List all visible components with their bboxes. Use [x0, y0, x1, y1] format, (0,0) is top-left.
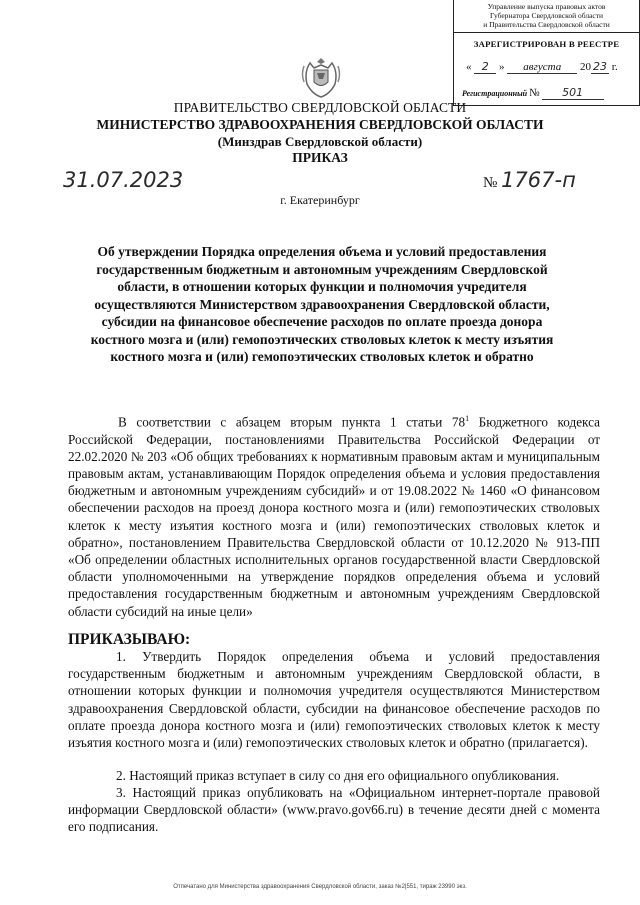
order-item: 1. Утвердить Порядок определения объема и условий предоставления государственным бюджетным и автономным учреждениям Свердловской области, в отношении которых функции и полномочия учредителя осуществляются Министерством здравоохранения Свердловской области, субсидии на финансовое обеспечение расходов по оплате проезда донора костного мозга и (или) гемопоэтических стволовых клеток к месту изъятия костного мозга и (или) гемопоэтических стволовых клеток и обратно (прилагается). [68, 649, 600, 751]
registry-stamp [453, 0, 640, 106]
order-heading: ПРИКАЗЫВАЮ: [68, 631, 191, 648]
registry-month: августа [507, 61, 577, 74]
order-number-value: 1767-п [501, 168, 576, 192]
preamble: В соответствии с абзацем вторым пункта 1 статьи $78^1$ Бюджетного кодекса Российской Федерации, постановлениями Правительства Российской Федерации от 22.02.2020 № 203 «Об общих требованиях к нормативным правовым актам и муниципальным правовым актам, устанавливающим Порядок определения объема и условия предоставления бюджетным и автономным учреждениям субсидий» и от 19.08.2022 № 1460 «О финансовом обеспечении расходов на проезд донора костного мозга и (или) гемопоэтических стволовых клеток к месту изъятия костного мозга и (или) гемопоэтических стволовых клеток и обратно», постановлением Правительства Свердловской области от 10.12.2020 № 913-ПП «Об определении областных исполнительных органов государственной власти Свердловской области уполномоченными на утверждение порядков определения объема и условий предоставления государственным бюджетным и автономным учреждениям Свердловской области субсидий на иные цели» [68, 414, 600, 619]
registry-number: Регистрационный № 501 [462, 86, 639, 100]
registry-number-value: 501 [542, 86, 604, 100]
document-title: Об утверждении Порядка определения объема и условий предоставления государственным бюджетным и автономным учреждениям Свердловской области, в отношении которых функции и полномочия учредителя осуществляются Министерством здравоохранения Свердловской области, субсидии на финансовое обеспечение расходов по оплате проезда донора костного мозга и (или) гемопоэтических стволовых клеток к месту изъятия костного мозга и (или) гемопоэтических стволовых клеток и обратно [90, 244, 554, 364]
order-item: 2. Настоящий приказ вступает в силу со дня его официального опубликования. [116, 768, 560, 783]
registry-date: « 2 » августа 20 23 г. [466, 60, 618, 73]
registry-status: ЗАРЕГИСТРИРОВАН В РЕЕСТРЕ [473, 39, 620, 49]
order-item: 3. Настоящий приказ опубликовать на «Официальном интернет-портале правовой информации Свердловской области» (www.pravo.gov66.ru) в течение десяти дней с момента его подписания. [68, 785, 600, 835]
order-number: № 1767-п [483, 168, 576, 192]
ministry-short-name: (Минздрав Свердловской области) [217, 134, 423, 149]
registry-year: 23 [593, 60, 607, 73]
order-date: 31.07.2023 [63, 168, 184, 192]
print-footer: Отпечатано для Министерства здравоохранения Свердловской области, заказ №2|551, тираж 23990 экз. [173, 884, 467, 890]
document-type: ПРИКАЗ [292, 150, 348, 165]
coat-of-arms-icon [298, 54, 344, 100]
registry-day: 2 [474, 60, 496, 74]
ministry-name: МИНИСТЕРСТВО ЗДРАВООХРАНЕНИЯ СВЕРДЛОВСКОЙ ОБЛАСТИ [96, 117, 544, 132]
city: г. Екатеринбург [280, 193, 360, 207]
registry-issuer: Управление выпуска правовых актов Губернатора Свердловской области и Правительства Свердловской области [454, 0, 639, 33]
government-name: ПРАВИТЕЛЬСТВО СВЕРДЛОВСКОЙ ОБЛАСТИ [173, 100, 467, 115]
